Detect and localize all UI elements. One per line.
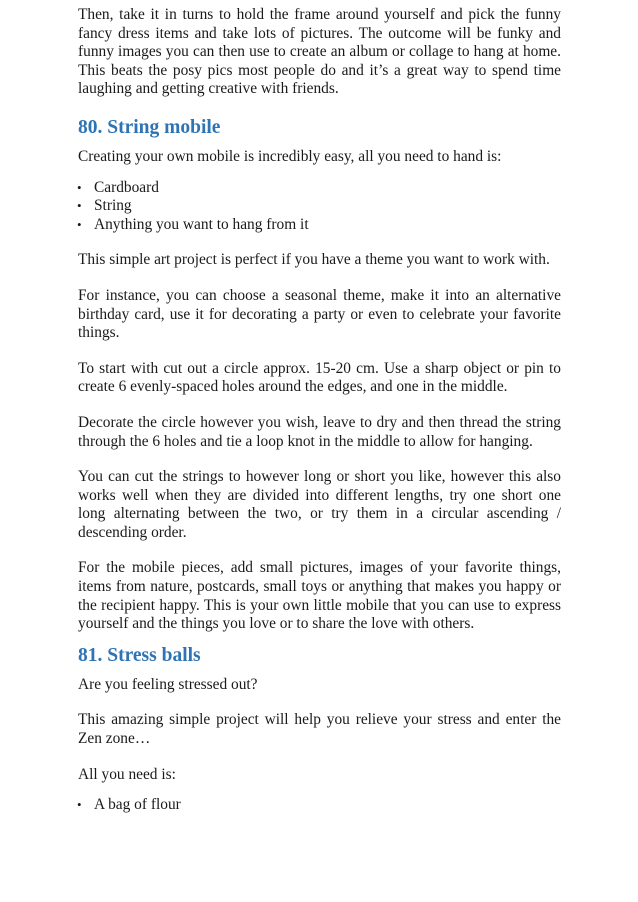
section-80-paragraph: For instance, you can choose a seasonal theme, make it into an alternative birthday card, use it for decorating a party or even to celebrate your favorite things. [78, 286, 561, 342]
section-80-paragraph: You can cut the strings to however long or short you like, however this also works well when they are divided into different lengths, try one short one long alternating between the two, or try them in a circular ascending / descending order. [78, 468, 561, 541]
section-81-paragraph: Are you feeling stressed out? [78, 675, 258, 693]
bullet-icon: • [77, 216, 82, 232]
list-item-text: Cardboard [94, 178, 159, 196]
section-81-paragraph: This amazing simple project will help you relieve your stress and enter the Zen zone… [78, 711, 561, 748]
list-item-text: String [94, 197, 132, 215]
intro-paragraph: Then, take it in turns to hold the frame around yourself and pick the funny fancy dress items and take lots of pictures. The outcome will be funky and funny images you can then use to create an album or collage to hang at home. This beats the posy pics most people do and it’s a great way to spend time laughing and getting creative with friends. [78, 6, 561, 98]
bullet-icon: • [77, 198, 82, 214]
section-81-materials-list [78, 796, 561, 815]
list-item [78, 197, 561, 216]
section-80-intro: Creating your own mobile is incredibly easy, all you need to hand is: [78, 147, 502, 165]
bullet-icon: • [77, 179, 82, 195]
list-item [78, 179, 561, 198]
section-80-paragraph: Decorate the circle however you wish, leave to dry and then thread the string through the 6 holes and tie a loop knot in the middle to allow for hanging. [78, 413, 561, 450]
section-80-materials-list [78, 179, 561, 235]
document-page [78, 6, 561, 832]
section-80-paragraph: For the mobile pieces, add small pictures, images of your favorite things, items from nature, postcards, small toys or anything that makes you happy or the recipient happy. This is your own little mobile that you can use to express yourself and the things you love or to share the love with others. [78, 559, 561, 633]
list-item-text: Anything you want to hang from it [94, 215, 309, 233]
section-81-paragraph: All you need is: [78, 765, 176, 783]
bullet-icon: • [77, 797, 82, 813]
section-80-paragraph: This simple art project is perfect if you have a theme you want to work with. [78, 251, 550, 269]
section-80-heading: 80. String mobile [78, 116, 221, 138]
section-81-heading: 81. Stress balls [78, 644, 201, 666]
list-item [78, 796, 561, 815]
list-item-text: A bag of flour [94, 796, 181, 814]
section-80-paragraph: To start with cut out a circle approx. 15-20 cm. Use a sharp object or pin to create 6 evenly-spaced holes around the edges, and one in the middle. [78, 359, 561, 396]
list-item [78, 216, 561, 235]
